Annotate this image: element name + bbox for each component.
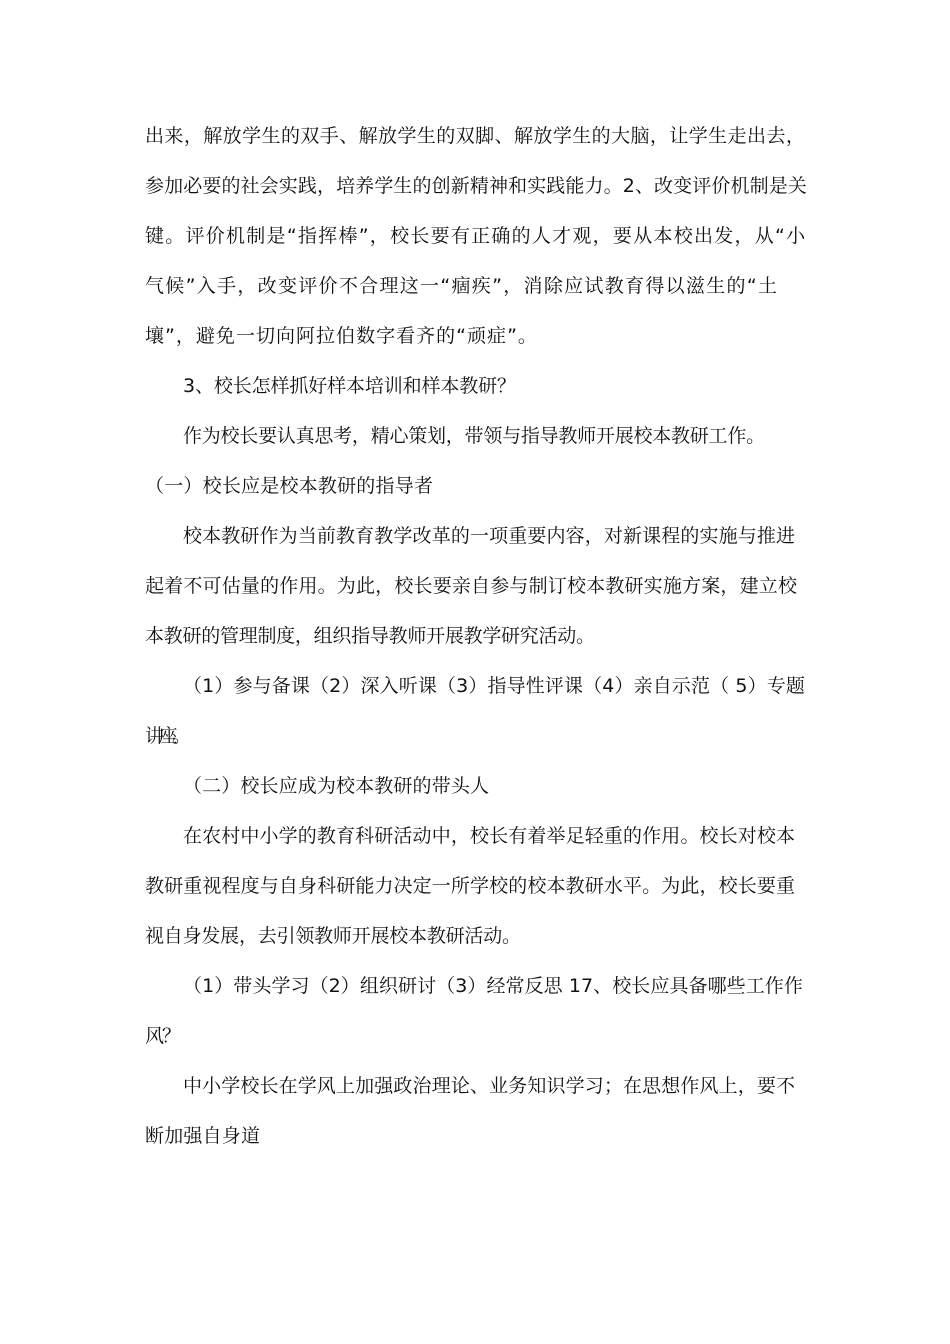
text-line-13: 讲座。	[145, 725, 186, 747]
text-line-9: 校本教研作为当前教育教学改革的一项重要内容，对新课程的实施与推进	[183, 525, 796, 547]
text-line-7: 作为校长要认真思考，精心策划，带领与指导教师开展校本教研工作。	[183, 425, 765, 447]
text-line-19: 风？	[145, 1025, 179, 1047]
text-line-11: 本教研的管理制度，组织指导教师开展教学研究活动。	[145, 625, 595, 647]
text-line-10: 起着不可估量的作用。为此，校长要亲自参与制订校本教研实施方案，建立校	[145, 575, 798, 597]
section-question-3: 3、校长怎样抓好样本培训和样本教研？	[183, 375, 516, 397]
subheading-two: （二）校长应成为校本教研的带头人	[183, 775, 490, 797]
text-line-21: 断加强自身道	[145, 1125, 261, 1147]
text-line-1: 出来，解放学生的双手、解放学生的双脚、解放学生的大脑，让学生走出去，	[145, 125, 806, 147]
text-line-5: 壤”，避免一切向阿拉伯数字看齐的“顽症”。	[145, 325, 538, 347]
text-line-20: 中小学校长在学风上加强政治理论、业务知识学习；在思想作风上，要不	[183, 1075, 796, 1097]
text-line-12: （1）参与备课（2）深入听课（3）指导性评课（4）亲自示范（ 5）专题	[183, 675, 806, 697]
text-line-2: 参加必要的社会实践，培养学生的创新精神和实践能力。2、改变评价机制是关	[145, 175, 807, 197]
text-line-17: 视自身发展，去引领教师开展校本教研活动。	[145, 925, 521, 947]
text-line-3: 键。评价机制是“指挥棒”，校长要有正确的人才观，要从本校出发，从“小	[145, 225, 807, 247]
text-line-16: 教研重视程度与自身科研能力决定一所学校的校本教研水平。为此，校长要重	[145, 875, 796, 897]
text-line-4: 气候”入手，改变评价不合理这一“痼疾”，消除应试教育得以滋生的“土	[145, 275, 779, 297]
text-line-18: （1）带头学习（2）组织研讨（3）经常反思 17、校长应具备哪些工作作	[183, 975, 803, 997]
subheading-one: （一）校长应是校本教研的指导者	[145, 475, 434, 497]
text-line-15: 在农村中小学的教育科研活动中，校长有着举足轻重的作用。校长对校本	[183, 825, 796, 847]
